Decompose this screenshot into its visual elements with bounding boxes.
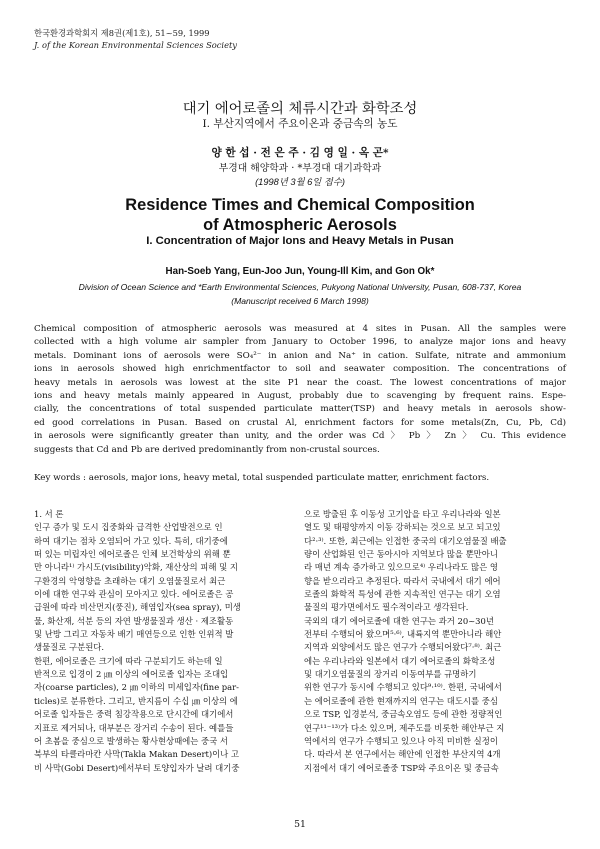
body-line: 열도 및 태평양까지 이동 강하되는 것으로 보고 되고있 bbox=[304, 522, 501, 533]
abstract-line: ed good correlations in Pusan. Based on crustal Al, enrichment factors for some metals(Zn, Cu, Pb, Cd) bbox=[34, 417, 566, 428]
section-heading-introduction: 1. 서 론 bbox=[34, 509, 64, 519]
authors-korean: 양 한 섭 · 전 은 주 · 김 영 일 · 옥 곤* bbox=[211, 147, 389, 159]
body-line: 하여 대기는 점차 오염되어 가고 있다. 특히, 대기중에 bbox=[34, 535, 228, 546]
body-line: 량이 산업화된 인근 동아시아 지역보다 많을 뿐만아니 bbox=[304, 549, 498, 560]
journal-header bbox=[34, 28, 237, 51]
body-line: 및 대기오염물질의 장거리 이동여부를 규명하기 bbox=[304, 669, 477, 680]
body-line: 자(coarse particles), 2 ㎛ 이하의 미세입자(fine par- bbox=[34, 682, 239, 693]
body-line: 떠 있는 미립자인 에어로졸은 인체 보건학상의 위해 뿐 bbox=[34, 549, 231, 560]
body-line: 및 난방 그리고 자동차 배기 매연등으로 인한 인위적 발 bbox=[34, 629, 234, 640]
affiliation-english: Division of Ocean Science and *Earth Environmental Sciences, Pukyong National University, Pusan, 608-737, Korea bbox=[78, 282, 522, 292]
abstract bbox=[34, 323, 566, 457]
abstract-text bbox=[34, 323, 566, 457]
body-line: 연구¹¹⁻¹³⁾가 다소 있으며, 제주도를 비롯한 해안부근 지 bbox=[304, 722, 505, 733]
body-line: 으로 방출된 후 이동성 고기압을 타고 우리나라와 일본 bbox=[304, 509, 501, 519]
body-line: 국외의 대기 에어로졸에 대한 연구는 과거 20~30년 bbox=[304, 615, 494, 626]
body-line: 위한 연구가 동시에 수행되고 있다⁹·¹⁰⁾. 한편, 국내에서 bbox=[304, 682, 502, 693]
title-english-line-2: of Atmospheric Aerosols bbox=[203, 216, 397, 234]
body-line: 어로졸 입자들은 중력 침강작용으로 단시간에 대기에서 bbox=[34, 709, 234, 720]
abstract-line: heavy metals in aerosols was lowest at the site P1 near the coast. The lowest concentrations of major bbox=[34, 377, 566, 388]
page-number: 51 bbox=[294, 819, 306, 830]
body-line: 에는 우리나라와 일본에서 대기 에어로졸의 화학조성 bbox=[304, 655, 496, 666]
body-line: 이에 대한 연구와 관심이 모아지고 있다. 에어로졸은 공 bbox=[34, 589, 234, 600]
body-line: 지표로 제거되나, 대부분은 장거리 수송이 된다. 예를들 bbox=[34, 722, 234, 733]
title-english-line-1: Residence Times and Chemical Composition bbox=[125, 196, 475, 214]
journal-citation-ko: 한국환경과학회지 제8권(제1호), 51~59, 1999 bbox=[34, 28, 210, 38]
abstract-line: metals. Dominant ions of aerosols were SO₄²⁻ in anion and Na⁺ in cation. Sulfate, nitrate and ammonium bbox=[34, 350, 566, 361]
abstract-line: cially, the concentrations of total suspended particulate matter(TSP) and heavy metals in aerosols show- bbox=[34, 404, 566, 415]
body-line: ticles)로 분류한다. 그리고, 반지름이 수십 ㎛ 이상의 에 bbox=[34, 695, 238, 706]
abstract-line: suggests that Cd and Pb are derived predominantly from non-crustal sources. bbox=[34, 444, 380, 455]
title-english bbox=[0, 195, 600, 235]
affiliation-korean: 부경대 해양학과 · *부경대 대기과학과 bbox=[218, 163, 382, 174]
authors-english: Han-Soeb Yang, Eun-Joo Jun, Young-Ill Kim, and Gon Ok* bbox=[165, 266, 435, 277]
body-line: 비 사막(Gobi Desert)에서부터 토양입자가 날려 대기중 bbox=[34, 762, 240, 773]
body-line: 다²·³⁾. 또한, 최근에는 인접한 중국의 대기오염물질 배출 bbox=[304, 535, 507, 546]
body-line: 로졸의 화학적 특성에 관한 지속적인 연구는 대기 오염 bbox=[304, 589, 501, 600]
body-line: 라 매년 계속 증가하고 있으므로⁴⁾ 우리나라도 많은 영 bbox=[304, 562, 498, 573]
body-line: 인구 증가 및 도시 집중화와 급격한 산업발전으로 인 bbox=[34, 522, 223, 533]
received-date-korean: (1998년 3월 6일 접수) bbox=[255, 177, 345, 187]
body-line: 물, 화산재, 석분 등의 자연 발생물질과 생산 · 제조활동 bbox=[34, 615, 234, 626]
keywords: Key words : aerosols, major ions, heavy metal, total suspended particulate matter, enrichment factors. bbox=[34, 473, 490, 483]
body-line: 으로 TSP, 입경분석, 중금속오염도 등에 관한 정량적인 bbox=[304, 709, 503, 720]
body-column-left bbox=[34, 508, 297, 775]
body-line: 반적으로 입경이 2 ㎛ 이상의 에어로졸 입자는 조대입 bbox=[34, 669, 229, 680]
body-line: 물질의 평가면에서도 필수적이라고 생각된다. bbox=[304, 602, 469, 613]
received-date-english: (Manuscript received 6 March 1998) bbox=[231, 296, 369, 306]
body-line: 다. 따라서 본 연구에서는 해안에 인접한 부산지역 4개 bbox=[304, 749, 501, 760]
abstract-line: collected with a high volume air sampler from January to October 1996, to analyze major ions and heavy bbox=[34, 337, 566, 348]
body-line: 향을 받으리라고 추정된다. 따라서 국내에서 대기 에어 bbox=[304, 575, 501, 586]
body-line: 전부터 수행되어 왔으며⁵·⁶⁾, 내륙지역 뿐만아니라 해안 bbox=[304, 629, 502, 640]
body-line: 역에서의 연구가 수행되고 있으나 아직 미비한 실정이 bbox=[304, 735, 498, 746]
body-line: 북부의 타클라마칸 사막(Takla Makan Desert)이나 고 bbox=[34, 749, 240, 760]
journal-name-en: J. of the Korean Environmental Sciences Society bbox=[34, 39, 237, 50]
body-line: 구환경의 악영향을 초래하는 대기 오염물질로서 최근 bbox=[34, 575, 226, 586]
title-korean: 대기 에어로졸의 체류시간과 화학조성 bbox=[182, 101, 418, 117]
subtitle-korean: I. 부산지역에서 주요이온과 중금속의 농도 bbox=[202, 118, 398, 130]
abstract-line: ions in aerosols showed high enrichmentfactor to soil and seawater composition. The concentrations of bbox=[34, 364, 566, 375]
body-line: 급원에 따라 비산먼지(풍진), 해염입자(sea spray), 미생 bbox=[34, 602, 241, 613]
abstract-line: Chemical composition of atmospheric aerosols was measured at 4 sites in Pusan. All the samples were bbox=[34, 324, 566, 334]
body-line: 한편, 에어로졸은 크기에 따라 구분되기도 하는데 일 bbox=[34, 655, 223, 666]
body-line: 어 초봄을 중심으로 발생하는 황사현상때에는 중국 서 bbox=[34, 735, 228, 746]
body-line: 지역과 외양에서도 많은 연구가 수행되어왔다⁷·⁸⁾. 최근 bbox=[304, 642, 502, 653]
abstract-line: in aerosols were significantly greater than unity, and the order was Cd 〉 Pb 〉 Zn 〉 Cu. This evidence bbox=[34, 431, 566, 442]
subtitle-english: I. Concentration of Major Ions and Heavy Metals in Pusan bbox=[146, 235, 454, 247]
body-line: 만 아니라¹⁾ 가시도(visibility)악화, 재산상의 피해 및 지 bbox=[34, 562, 238, 573]
body-line: 는 에어로졸에 관한 현재까지의 연구는 대도시를 중심 bbox=[304, 695, 498, 706]
body-line: 지점에서 대기 에어로졸중 TSP와 주요이온 및 중금속 bbox=[304, 762, 499, 773]
body-line: 생물질로 구분된다. bbox=[34, 642, 105, 653]
abstract-line: ions and heavy metals mainly appeared in August, probably due to scavenging by frequent rains. Espe- bbox=[34, 391, 566, 402]
body-column-right bbox=[304, 508, 567, 775]
